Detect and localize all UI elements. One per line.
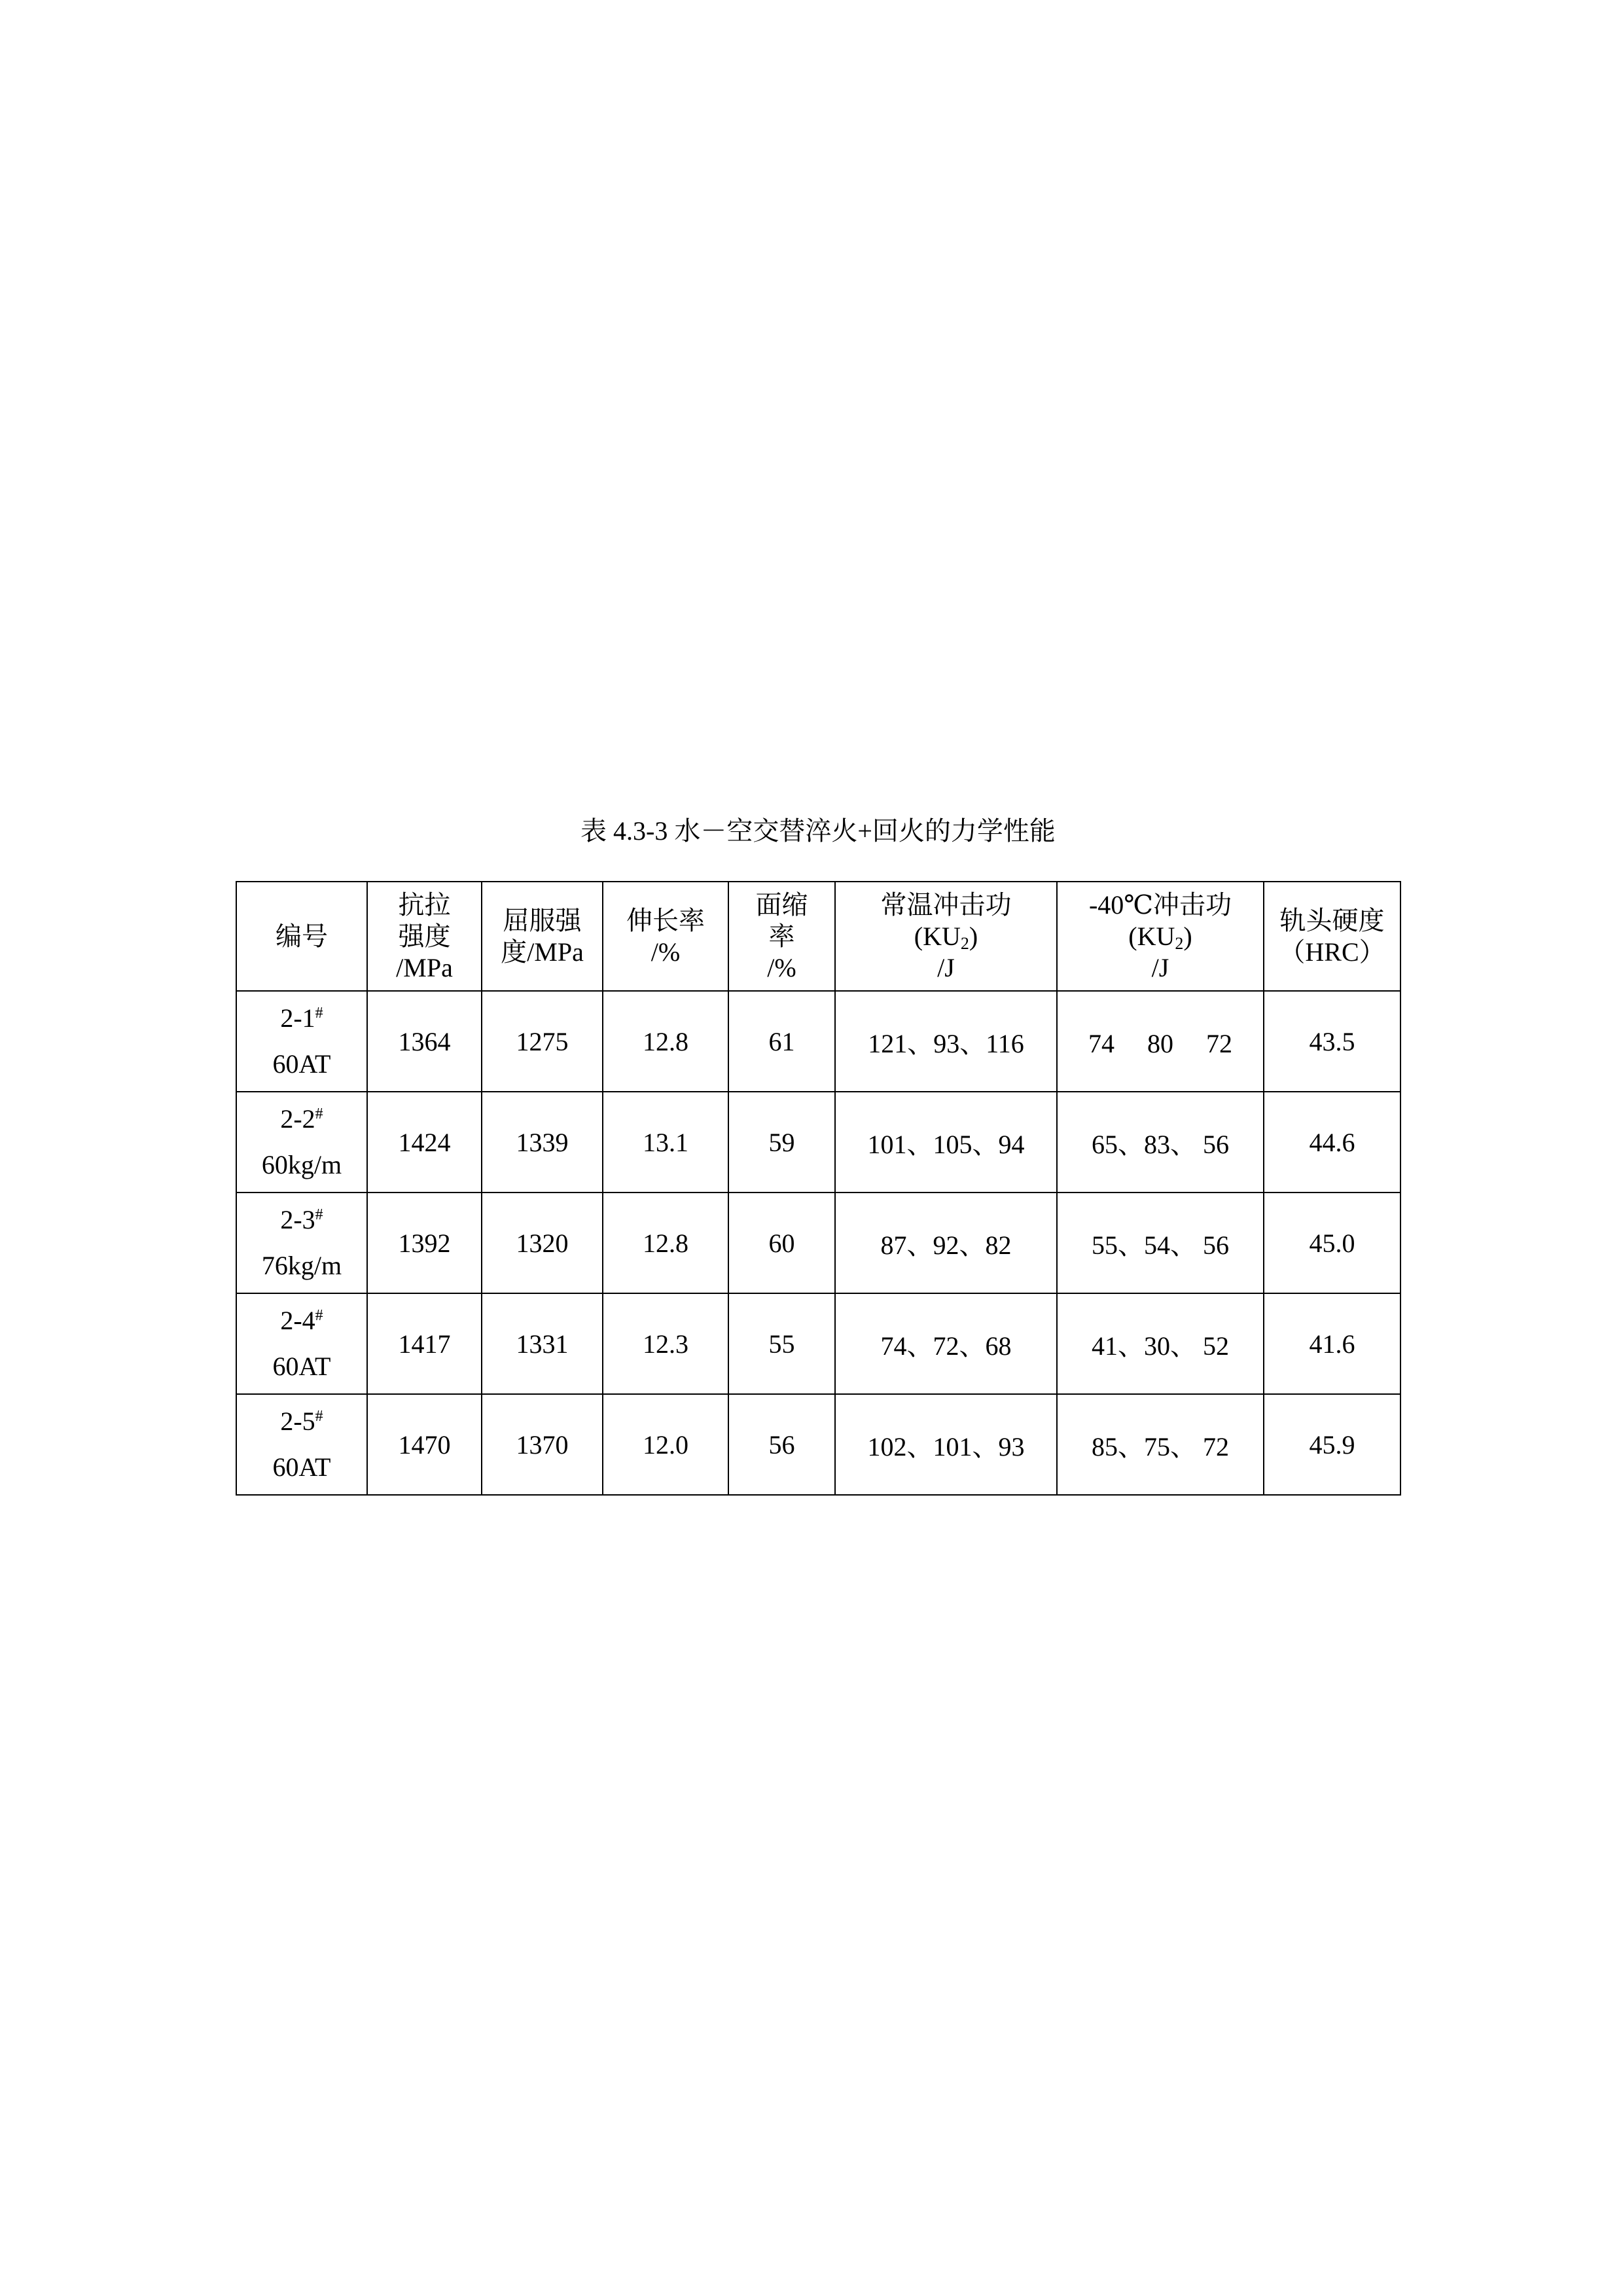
impact-rt-cell: 87、92、82 bbox=[835, 1193, 1057, 1293]
rail-grade: 60AT bbox=[272, 1352, 331, 1381]
header-impact-low-line: /J bbox=[1151, 952, 1169, 982]
elongation-cell: 12.8 bbox=[603, 991, 728, 1092]
sample-id-number: 2-3 bbox=[280, 1205, 315, 1234]
sample-id-cell bbox=[236, 991, 367, 1092]
header-tensile-strength bbox=[367, 882, 482, 991]
rail-grade: 60AT bbox=[272, 1452, 331, 1482]
sample-id-cell bbox=[236, 1394, 367, 1495]
tensile-strength-cell: 1392 bbox=[367, 1193, 482, 1293]
elongation-cell: 12.0 bbox=[603, 1394, 728, 1495]
tensile-strength-cell: 1417 bbox=[367, 1293, 482, 1394]
sample-id bbox=[237, 1197, 366, 1243]
header-impact-rt-line: 常温冲击功 bbox=[880, 889, 1012, 920]
rail-grade: 60AT bbox=[272, 1049, 331, 1079]
sample-id-cell bbox=[236, 1293, 367, 1394]
sample-id bbox=[237, 996, 366, 1041]
header-tensile-line: /MPa bbox=[396, 952, 453, 982]
sample-id bbox=[237, 1399, 366, 1444]
reduction-cell: 61 bbox=[728, 991, 835, 1092]
table-row bbox=[236, 1394, 1400, 1495]
reduction-cell: 60 bbox=[728, 1193, 835, 1293]
header-yield-strength bbox=[482, 882, 603, 991]
header-hardness-line: （HRC） bbox=[1279, 937, 1385, 967]
header-impact-low-unit-pre: (KU bbox=[1128, 921, 1175, 951]
rail-grade: 76kg/m bbox=[261, 1251, 342, 1280]
header-tensile-line: 抗拉 bbox=[398, 889, 451, 920]
hardness-cell: 44.6 bbox=[1264, 1092, 1400, 1193]
impact-rt-cell: 102、101、93 bbox=[835, 1394, 1057, 1495]
impact-low-cell: 85、75、 72 bbox=[1057, 1394, 1264, 1495]
reduction-cell: 56 bbox=[728, 1394, 835, 1495]
table-row bbox=[236, 1293, 1400, 1394]
hardness-cell: 43.5 bbox=[1264, 991, 1400, 1092]
table-row bbox=[236, 991, 1400, 1092]
tensile-strength-cell: 1470 bbox=[367, 1394, 482, 1495]
header-row bbox=[236, 882, 1400, 991]
sample-id-mark: # bbox=[315, 1408, 323, 1425]
header-hardness-line: 轨头硬度 bbox=[1279, 905, 1385, 935]
header-yield-line: 度/MPa bbox=[501, 937, 584, 967]
header-impact-room-temp bbox=[835, 882, 1057, 991]
yield-strength-cell: 1370 bbox=[482, 1394, 603, 1495]
header-impact-rt-unit-pre: (KU bbox=[914, 921, 961, 951]
header-reduction-line: 面缩 bbox=[755, 889, 808, 920]
sample-id-cell bbox=[236, 1193, 367, 1293]
header-reduction-line: /% bbox=[767, 952, 796, 982]
table-row bbox=[236, 1193, 1400, 1293]
mechanical-properties-table bbox=[236, 881, 1401, 1496]
impact-rt-cell: 74、72、68 bbox=[835, 1293, 1057, 1394]
header-reduction-of-area bbox=[728, 882, 835, 991]
header-hardness bbox=[1264, 882, 1400, 991]
impact-low-cell: 65、83、 56 bbox=[1057, 1092, 1264, 1193]
hardness-cell: 41.6 bbox=[1264, 1293, 1400, 1394]
yield-strength-cell: 1320 bbox=[482, 1193, 603, 1293]
rail-grade: 60kg/m bbox=[261, 1150, 342, 1179]
header-impact-rt-line: /J bbox=[937, 952, 955, 982]
header-id bbox=[236, 882, 367, 991]
header-impact-low-line: -40℃冲击功 bbox=[1088, 889, 1232, 920]
header-impact-low-unit bbox=[1058, 921, 1263, 952]
impact-rt-cell: 101、105、94 bbox=[835, 1092, 1057, 1193]
sample-id-mark: # bbox=[315, 1206, 323, 1223]
impact-low-cell: 55、54、 56 bbox=[1057, 1193, 1264, 1293]
elongation-cell: 13.1 bbox=[603, 1092, 728, 1193]
header-id-label: 编号 bbox=[276, 921, 328, 951]
header-impact-minus40 bbox=[1057, 882, 1264, 991]
elongation-cell: 12.3 bbox=[603, 1293, 728, 1394]
sample-id-number: 2-5 bbox=[280, 1407, 315, 1436]
yield-strength-cell: 1331 bbox=[482, 1293, 603, 1394]
hardness-cell: 45.9 bbox=[1264, 1394, 1400, 1495]
impact-low-cell: 41、30、 52 bbox=[1057, 1293, 1264, 1394]
sample-id-number: 2-4 bbox=[280, 1306, 315, 1335]
header-impact-low-unit-sub: 2 bbox=[1175, 933, 1184, 953]
reduction-cell: 55 bbox=[728, 1293, 835, 1394]
header-impact-low-unit-post: ) bbox=[1183, 921, 1192, 951]
sample-id-mark: # bbox=[315, 1005, 323, 1022]
hardness-cell: 45.0 bbox=[1264, 1193, 1400, 1293]
impact-rt-cell: 121、93、116 bbox=[835, 991, 1057, 1092]
sample-id bbox=[237, 1096, 366, 1142]
header-elongation-line: 伸长率 bbox=[626, 905, 705, 935]
yield-strength-cell: 1275 bbox=[482, 991, 603, 1092]
header-elongation-line: /% bbox=[651, 937, 681, 967]
header-elongation bbox=[603, 882, 728, 991]
header-yield-line: 屈服强 bbox=[503, 905, 582, 935]
header-tensile-line: 强度 bbox=[398, 921, 451, 951]
header-reduction-line: 率 bbox=[768, 921, 795, 951]
tensile-strength-cell: 1424 bbox=[367, 1092, 482, 1193]
table-caption: 表 4.3-3 水－空交替淬火+回火的力学性能 bbox=[580, 816, 1056, 846]
tensile-strength-cell: 1364 bbox=[367, 991, 482, 1092]
reduction-cell: 59 bbox=[728, 1092, 835, 1193]
sample-id bbox=[237, 1298, 366, 1344]
header-impact-rt-unit-post: ) bbox=[969, 921, 978, 951]
sample-id-mark: # bbox=[315, 1105, 323, 1122]
table-row bbox=[236, 1092, 1400, 1193]
impact-low-cell: 74 80 72 bbox=[1057, 991, 1264, 1092]
header-impact-rt-unit-sub: 2 bbox=[960, 933, 969, 953]
yield-strength-cell: 1339 bbox=[482, 1092, 603, 1193]
sample-id-number: 2-2 bbox=[280, 1104, 315, 1134]
elongation-cell: 12.8 bbox=[603, 1193, 728, 1293]
sample-id-number: 2-1 bbox=[280, 1003, 315, 1033]
header-impact-rt-unit bbox=[836, 921, 1056, 952]
sample-id-cell bbox=[236, 1092, 367, 1193]
sample-id-mark: # bbox=[315, 1307, 323, 1324]
